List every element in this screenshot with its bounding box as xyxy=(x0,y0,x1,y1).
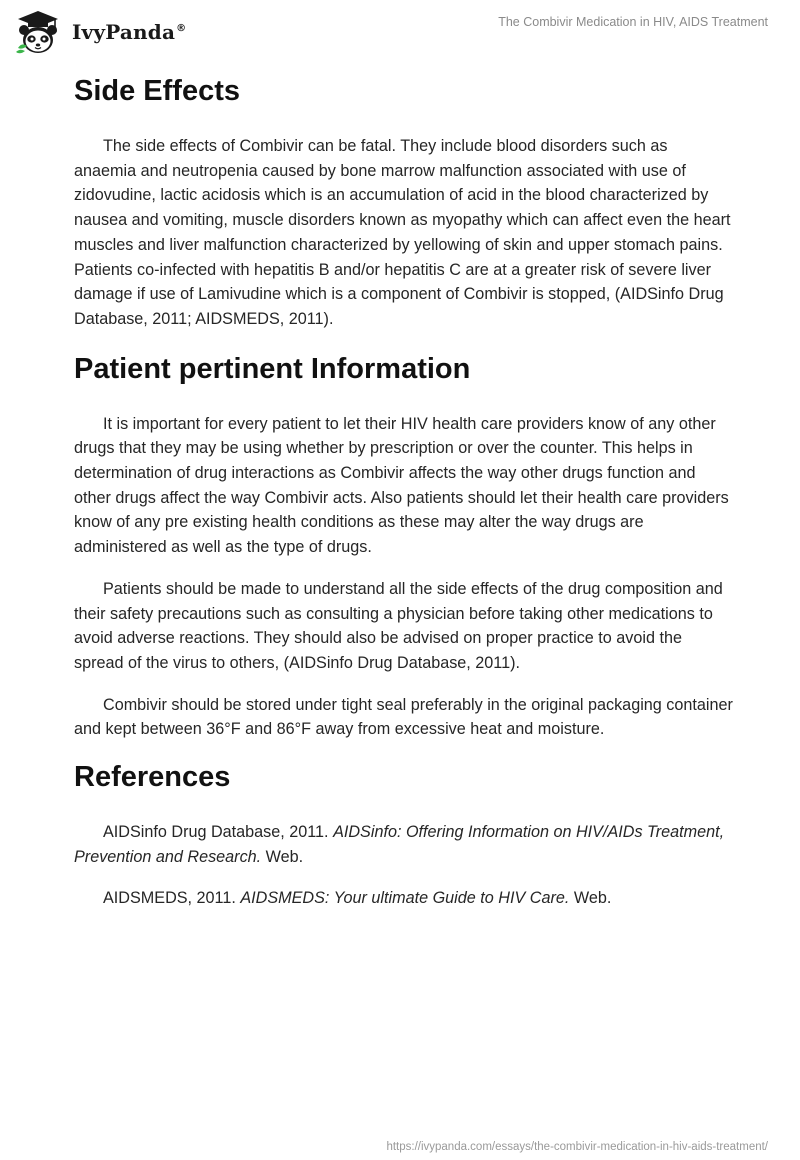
reference-item-2 xyxy=(74,886,734,911)
document-title: The Combivir Medication in HIV, AIDS Treatment xyxy=(498,15,768,29)
patient-info-paragraph-1: It is important for every patient to let their HIV health care providers know of any other drugs that they may be using whether by prescription or over the counter. This helps in determination of drug interactions as Combivir affects the way other drugs function and other drugs affect the way Combivir acts. Also patients should let their health care providers know of any pre existing health conditions as these may alter the way drugs are administered as well as the type of drugs. xyxy=(74,414,729,557)
logo-text: IvyPanda® xyxy=(72,20,187,44)
reference-suffix: Web. xyxy=(261,847,304,866)
reference-prefix: AIDSMEDS, 2011. xyxy=(103,889,241,908)
patient-info-paragraph-2: Patients should be made to understand all the side effects of the drug composition and their safety precautions such as consulting a physician before taking other medications to avoid adverse reactions. They should also be advised on proper practice to avoid the spread of the virus to others, (AIDSinfo Drug Database, 2011). xyxy=(74,579,723,672)
site-logo[interactable] xyxy=(14,8,186,56)
side-effects-paragraph: The side effects of Combivir can be fatal. They include blood disorders such as anaemia and neutropenia caused by bone marrow malfunction associated with use of zidovudine, lactic acidosis which is an accumulation of acid in the blood characterized by nausea and vomiting, muscle disorders known as myopathy which can affect even the heart muscles and liver malfunction characterized by yellowing of skin and upper stomach pains. Patients co-infected with hepatitis B and/or hepatitis C are at a greater risk of severe liver damage if use of Lamivudine which is a component of Combivir is stopped, (AIDSinfo Drug Database, 2011; AIDSMEDS, 2011). xyxy=(74,137,731,328)
patient-info-paragraph-3: Combivir should be stored under tight seal preferably in the original packaging container and kept between 36°F and 86°F away from excessive heat and moisture. xyxy=(74,695,733,739)
side-effects-heading: Side Effects xyxy=(74,75,240,107)
reference-title: AIDSinfo: Offering Information on HIV/AIDs Treatment, Prevention and Research. xyxy=(74,823,725,866)
page-header xyxy=(0,0,800,62)
registered-mark: ® xyxy=(176,23,187,35)
reference-item-1 xyxy=(74,820,734,869)
patient-info-heading: Patient pertinent Information xyxy=(74,352,471,385)
panda-graduate-logo-icon xyxy=(14,8,62,56)
reference-prefix: AIDSinfo Drug Database, 2011. xyxy=(103,823,334,842)
essay-content xyxy=(74,70,734,928)
reference-suffix: Web. xyxy=(569,889,612,908)
source-url-link[interactable]: https://ivypanda.com/essays/the-combivir-medication-in-hiv-aids-treatment/ xyxy=(386,1141,768,1153)
references-heading: References xyxy=(74,761,231,794)
reference-title: AIDSMEDS: Your ultimate Guide to HIV Care. xyxy=(240,889,570,908)
